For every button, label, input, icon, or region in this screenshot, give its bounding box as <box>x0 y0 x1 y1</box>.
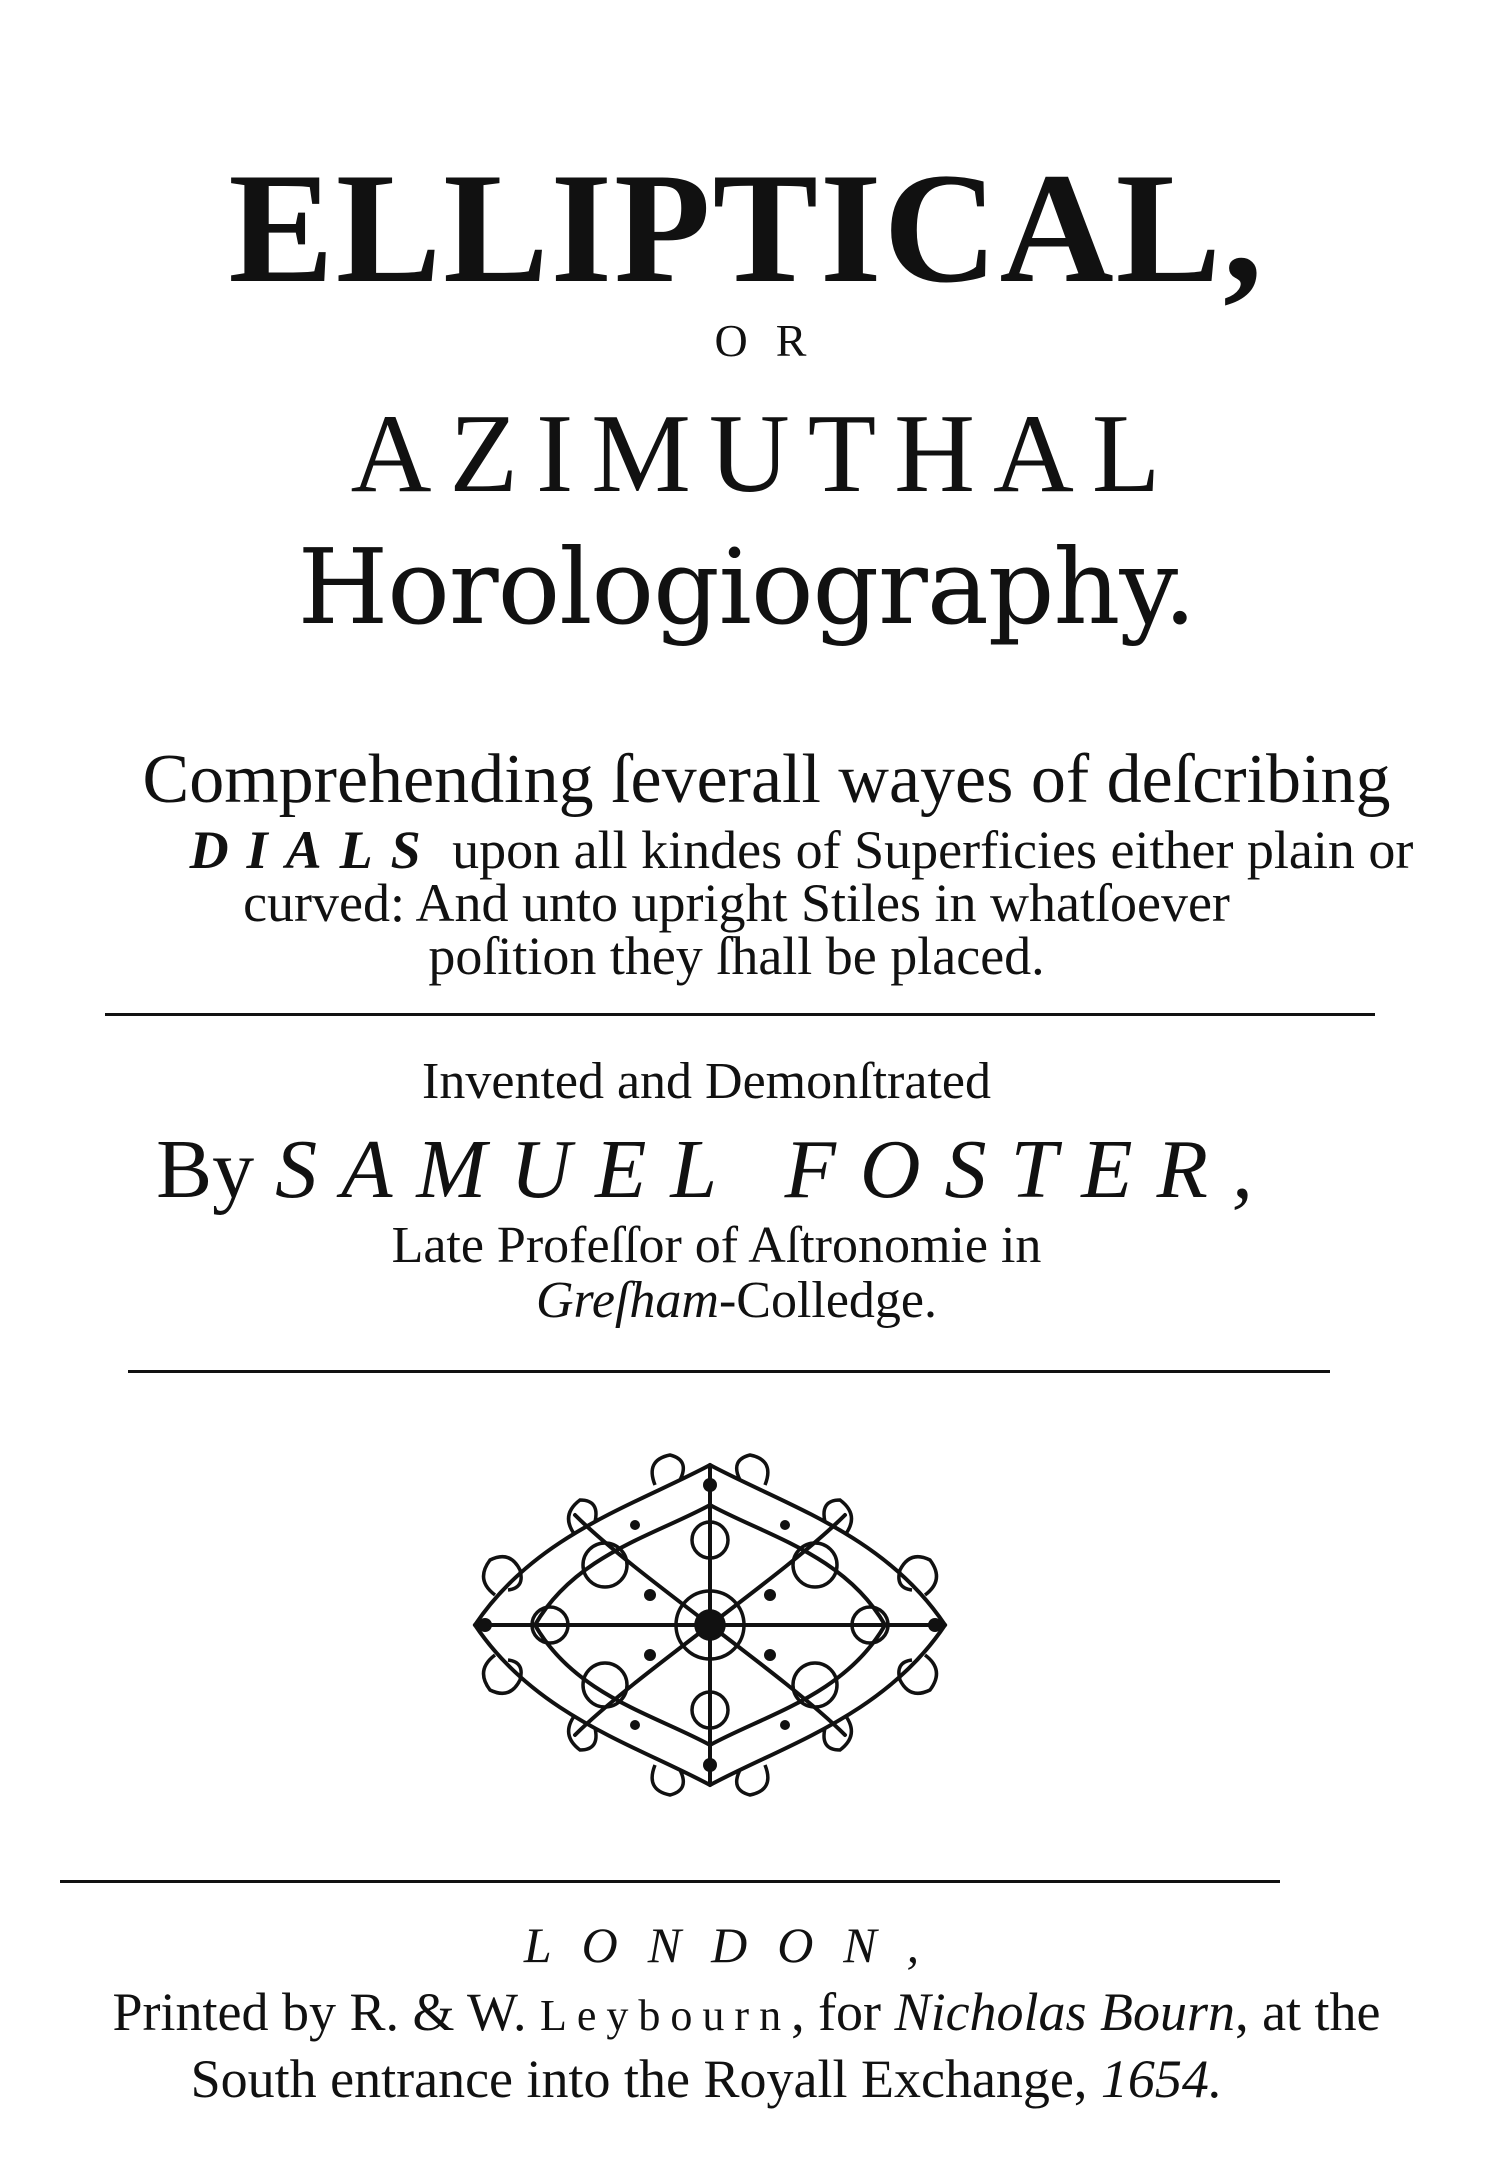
imprint-location: South entrance into the Royall Exchange, <box>190 2049 1101 2109</box>
divider-rule-top <box>105 1013 1375 1016</box>
author-name: SAMUEL FOSTER, <box>275 1123 1277 1216</box>
imprint-year: 1654. <box>1100 2049 1223 2109</box>
imprint-city: LONDON, <box>523 1917 950 1973</box>
subtitle-line-2 <box>55 820 1493 880</box>
subtitle-line-3: curved: And unto upright Stiles in whatſoever <box>243 873 1230 933</box>
subtitle-line-2-rest: upon all kindes of Superficies either plain or <box>438 820 1414 880</box>
divider-rule-bottom <box>60 1880 1280 1883</box>
author-college <box>0 1272 1483 1329</box>
by-word: By <box>156 1123 276 1216</box>
college-name-rest: -Colledge. <box>718 1272 937 1329</box>
title-elliptical: ELLIPTICAL, <box>228 141 1265 316</box>
imprint-at-the: , at the <box>1235 1982 1381 2042</box>
imprint-for: , for <box>791 1982 895 2042</box>
invented-line: Invented and Demonſtrated <box>422 1053 991 1110</box>
dials-word: DIALS <box>189 820 439 880</box>
title-or: OR <box>714 315 835 366</box>
imprint-bookseller: Nicholas Bourn <box>894 1982 1236 2042</box>
imprint-printed-by: Printed by R. & W. <box>112 1982 541 2042</box>
title-azimuthal: AZIMUTHAL <box>350 392 1179 516</box>
imprint-line-1 <box>0 1982 1493 2042</box>
title-horologiography: Horologiography. <box>297 526 1196 648</box>
subtitle-line-4: poſition they ſhall be placed. <box>428 926 1045 986</box>
divider-rule-middle <box>128 1370 1330 1373</box>
imprint-line-2 <box>0 2049 1453 2109</box>
subtitle-line-1: Comprehending ſeverall wayes of deſcribing <box>142 741 1391 818</box>
printers-ornament-icon <box>455 1445 965 1805</box>
college-name-italic: Greſham <box>535 1272 719 1329</box>
author-line <box>0 1123 1463 1216</box>
imprint-printer-name: Leybourn <box>540 1991 792 2040</box>
author-role: Late Profeſſor of Aſtronomie in <box>391 1217 1042 1274</box>
